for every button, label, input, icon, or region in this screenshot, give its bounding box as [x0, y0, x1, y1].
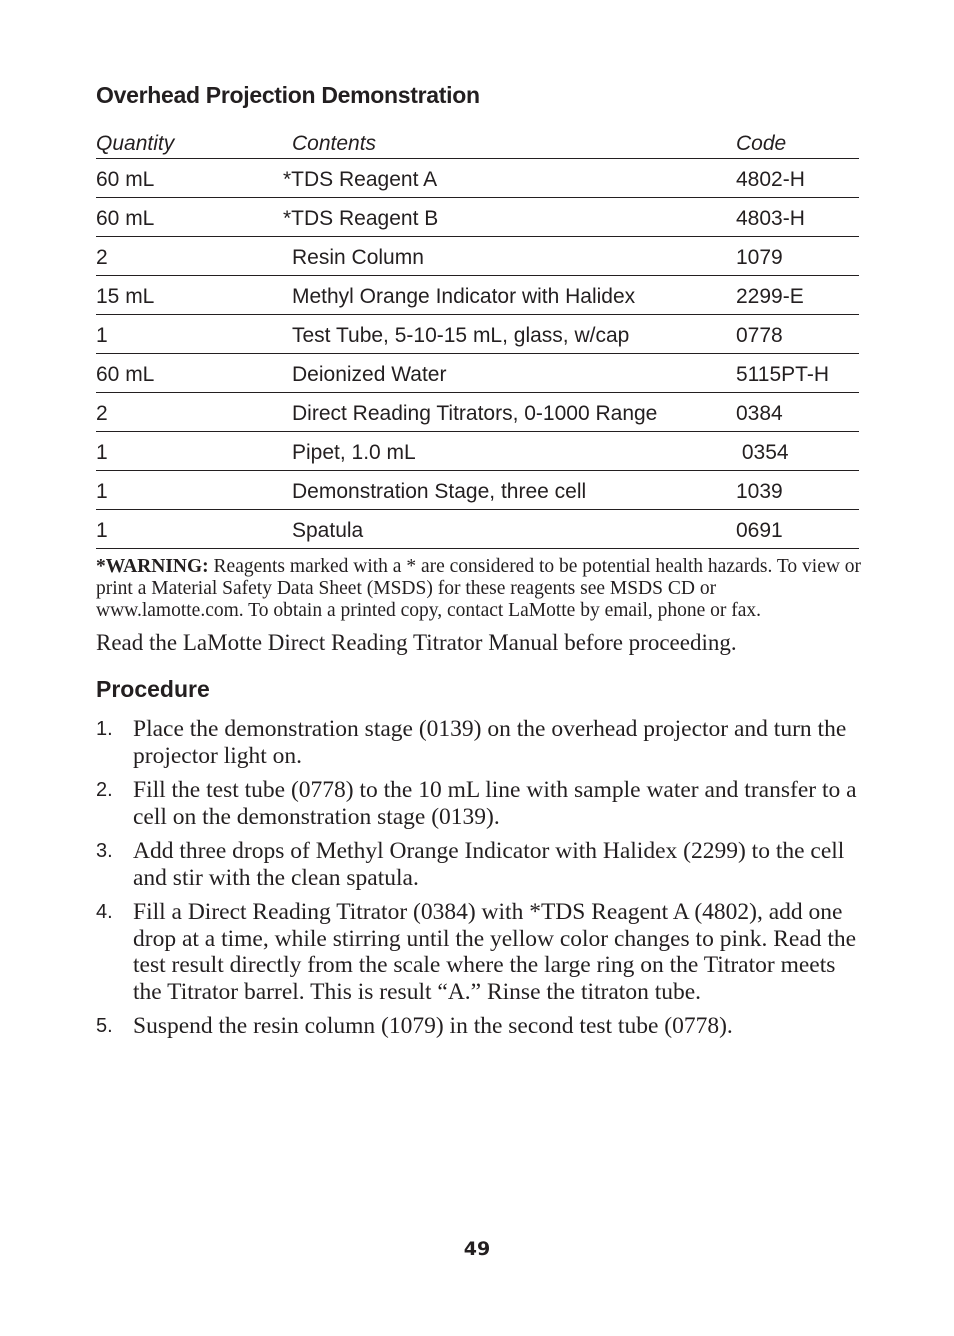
cell-contents: Deionized Water: [292, 363, 447, 386]
cell-code: 4803-H: [736, 207, 805, 230]
cell-quantity: 1: [96, 324, 108, 347]
step-number: 3.: [96, 840, 113, 862]
cell-quantity: 1: [96, 480, 108, 503]
header-contents: Contents: [292, 132, 377, 155]
warning-label: *WARNING:: [96, 556, 209, 577]
step-number: 2.: [96, 779, 113, 801]
cell-contents: Demonstration Stage, three cell: [292, 480, 587, 503]
cell-quantity: 2: [96, 246, 108, 269]
header-quantity: Quantity: [96, 132, 175, 155]
cell-code: 0691: [736, 519, 783, 542]
cell-quantity: 1: [96, 441, 108, 464]
step-text: Add three drops of Methyl Orange Indicator with Halidex (2299) to the cell and stir with the clean spatula.: [133, 838, 845, 891]
table-row: [96, 471, 859, 510]
table-row: [96, 432, 859, 471]
cell-code: 5115PT-H: [736, 363, 829, 386]
cell-quantity: 2: [96, 402, 108, 425]
cell-contents: Direct Reading Titrators, 0-1000 Range: [292, 402, 658, 425]
cell-code: 0354: [736, 441, 789, 464]
cell-code: 4802-H: [736, 168, 805, 191]
cell-contents: Resin Column: [292, 246, 424, 269]
table-row: [96, 159, 859, 198]
cell-code: 0778: [736, 324, 783, 347]
cell-quantity: 60 mL: [96, 363, 155, 386]
cell-quantity: 15 mL: [96, 285, 155, 308]
step-text: Fill the test tube (0778) to the 10 mL line with sample water and transfer to a cell on the demonstration stage (0139).: [133, 777, 857, 830]
table-row: [96, 315, 859, 354]
table-header-row: [96, 124, 859, 159]
section-title: Overhead Projection Demonstration: [96, 82, 480, 108]
table-row: [96, 393, 859, 432]
cell-contents: Pipet, 1.0 mL: [292, 441, 416, 464]
procedure-steps: [96, 716, 866, 1048]
step-text: Suspend the resin column (1079) in the second test tube (0778).: [133, 1013, 733, 1039]
read-manual-note: Read the LaMotte Direct Reading Titrator Manual before proceeding.: [96, 630, 737, 655]
procedure-step: [96, 1013, 866, 1040]
step-number: 5.: [96, 1015, 113, 1037]
parts-table: [96, 124, 859, 549]
cell-code: 1079: [736, 246, 783, 269]
cell-code: 1039: [736, 480, 783, 503]
step-number: 1.: [96, 718, 113, 740]
cell-quantity: 60 mL: [96, 207, 155, 230]
cell-code: 2299-E: [736, 285, 804, 308]
table-row: [96, 276, 859, 315]
step-text: Fill a Direct Reading Titrator (0384) with *TDS Reagent A (4802), add one drop at a time, while stirring until the yellow color changes to pink. Read the test result directly from the scale where the large ring on the Titrator meets the Titrator barrel. This is result “A.” Rinse the titraton tube.: [133, 899, 857, 1005]
cell-contents: Test Tube, 5-10-15 mL, glass, w/cap: [292, 324, 630, 347]
table-row: [96, 510, 859, 549]
procedure-step: [96, 716, 866, 769]
warning-text: Reagents marked with a * are considered to be potential health hazards. To view or print a Material Safety Data Sheet (MSDS) for these reagents see MSDS CD or www.lamotte.com. To obtain a printed copy, contact LaMotte by email, phone or fax.: [96, 556, 862, 621]
header-code: Code: [736, 132, 787, 155]
cell-quantity: 60 mL: [96, 168, 155, 191]
warning-note: [96, 556, 866, 622]
cell-quantity: 1: [96, 519, 108, 542]
cell-contents: Methyl Orange Indicator with Halidex: [292, 285, 636, 308]
table-row: [96, 354, 859, 393]
step-text: Place the demonstration stage (0139) on the overhead projector and turn the projector light on.: [133, 716, 847, 769]
cell-contents: Spatula: [292, 519, 364, 542]
cell-code: 0384: [736, 402, 783, 425]
procedure-step: [96, 838, 866, 891]
page-number: 49: [463, 1238, 491, 1260]
cell-contents: *TDS Reagent B: [283, 207, 439, 230]
procedure-step: [96, 899, 866, 1005]
step-number: 4.: [96, 901, 113, 923]
cell-contents: *TDS Reagent A: [283, 168, 438, 191]
procedure-step: [96, 777, 866, 830]
table-row: [96, 237, 859, 276]
table-row: [96, 198, 859, 237]
procedure-title: Procedure: [96, 676, 210, 702]
